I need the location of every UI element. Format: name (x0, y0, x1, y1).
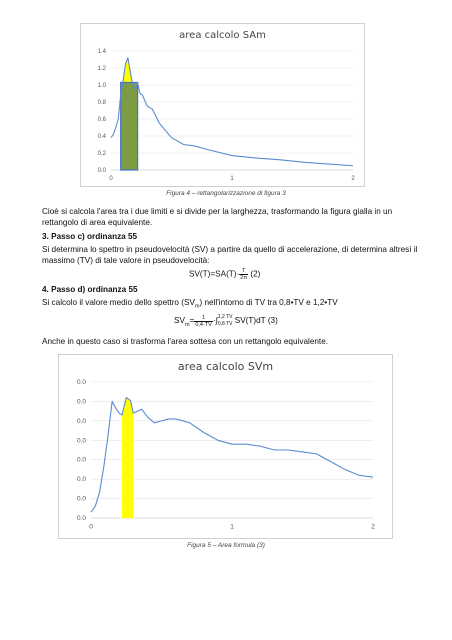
chart-sam-y-tick-label: 0.0 (97, 168, 106, 174)
formula-3-numerator: 1 (194, 315, 213, 322)
paragraph-mean-value-sub: m (194, 303, 200, 310)
formula-3-denominator: 0,4·TV (195, 321, 212, 328)
formula-3-upper-limit: 1,2 TV (217, 314, 233, 320)
chart-sam-y-tick-label: 0.6 (97, 117, 106, 123)
formula-3-fraction (194, 315, 213, 328)
paragraph-mean-value-part1: Si calcolo il valore medio dello spettro (SV (42, 298, 195, 307)
formula-3-lhs-sub: m (184, 321, 190, 328)
chart-sam-y-tick-label: 0.8 (97, 100, 106, 106)
formula-3-body: SV(T)dT (234, 316, 266, 326)
paragraph-area-explanation: Cioè si calcola l'area tra i due limiti e si divide per la larghezza, trasformando la figura gialla in un rettangolo di area equivalente. (42, 207, 393, 227)
figure-5-caption: Figura 5 – Area formula (3) (187, 542, 265, 549)
formula-3-limits (218, 314, 233, 328)
paragraph-equivalent-rectangle: Anche in questo caso si trasforma l'area sottesa con un rettangolo equivalente. (42, 337, 329, 346)
formula-3 (174, 314, 278, 328)
chart-sam-x-tick-label: 1 (230, 176, 234, 182)
chart-svm-y-tick-label: 0.0 (76, 495, 86, 503)
chart-sam-y-tick-label: 0.4 (97, 134, 106, 140)
formula-3-integral: ·∫ (212, 316, 218, 326)
formula-2 (189, 268, 260, 281)
formula-3-lhs: SV (174, 316, 185, 326)
formula-2-fraction (239, 268, 248, 281)
chart-sam-plot (81, 24, 364, 186)
chart-svm-y-tick-label: 0.0 (76, 379, 86, 386)
chart-svm-highlight-area (122, 398, 133, 518)
heading-step-c: 3. Passo c) ordinanza 55 (42, 232, 138, 241)
chart-svm-x-tick-label: 1 (230, 523, 234, 531)
chart-svm-y-tick-label: 0.0 (76, 417, 86, 425)
chart-svm (58, 354, 393, 539)
chart-svm-x-tick-label: 0 (89, 523, 93, 531)
formula-3-tag: (3) (267, 316, 278, 326)
paragraph-mean-value-part2: ) nell'intorno di TV tra 0,8•TV e 1,2•TV (199, 298, 338, 307)
chart-svm-y-tick-label: 0.0 (76, 515, 86, 522)
chart-svm-y-tick-label: 0.0 (76, 456, 86, 464)
chart-sam-series-line (111, 58, 353, 166)
chart-sam (80, 23, 365, 187)
chart-svm-plot (59, 355, 392, 538)
formula-2-tag: (2) (250, 269, 261, 279)
paragraph-pseudovelocity: Si determina lo spettro in pseudovelocità (SV) a partire da quello di accelerazione, di determina altresì il massimo (TV) di tale valore in pseudovelocità: (42, 245, 418, 265)
heading-step-d: 4. Passo d) ordinanza 55 (42, 285, 138, 294)
chart-sam-title: area calcolo SAm (179, 30, 266, 41)
formula-2-numerator: T (239, 268, 248, 275)
formula-3-equals: = (189, 316, 195, 326)
chart-sam-equivalent-rectangle (121, 82, 138, 170)
paragraph-mean-value (42, 298, 420, 312)
chart-svm-title: area calcolo SVm (177, 360, 274, 373)
chart-svm-x-tick-label: 2 (371, 523, 375, 531)
chart-sam-x-tick-label: 0 (109, 176, 113, 182)
chart-svm-y-tick-label: 0.0 (76, 398, 86, 406)
chart-svm-y-tick-label: 0.0 (76, 476, 86, 484)
chart-sam-y-tick-label: 1.2 (97, 66, 106, 72)
chart-sam-x-tick-label: 2 (351, 176, 355, 182)
chart-sam-y-tick-label: 1.0 (97, 83, 106, 89)
formula-3-lower-limit: 0,8 TV (217, 321, 233, 327)
chart-sam-y-tick-label: 1.4 (97, 49, 106, 55)
chart-sam-y-tick-label: 0.2 (97, 151, 106, 157)
formula-2-lhs: SV(T)=SA(T)· (189, 269, 240, 279)
figure-4-caption: Figura 4 – rettangolarizzazione di figura 3 (166, 190, 286, 197)
formula-2-denominator: 2π (240, 275, 248, 281)
chart-svm-y-tick-label: 0.0 (76, 437, 86, 445)
